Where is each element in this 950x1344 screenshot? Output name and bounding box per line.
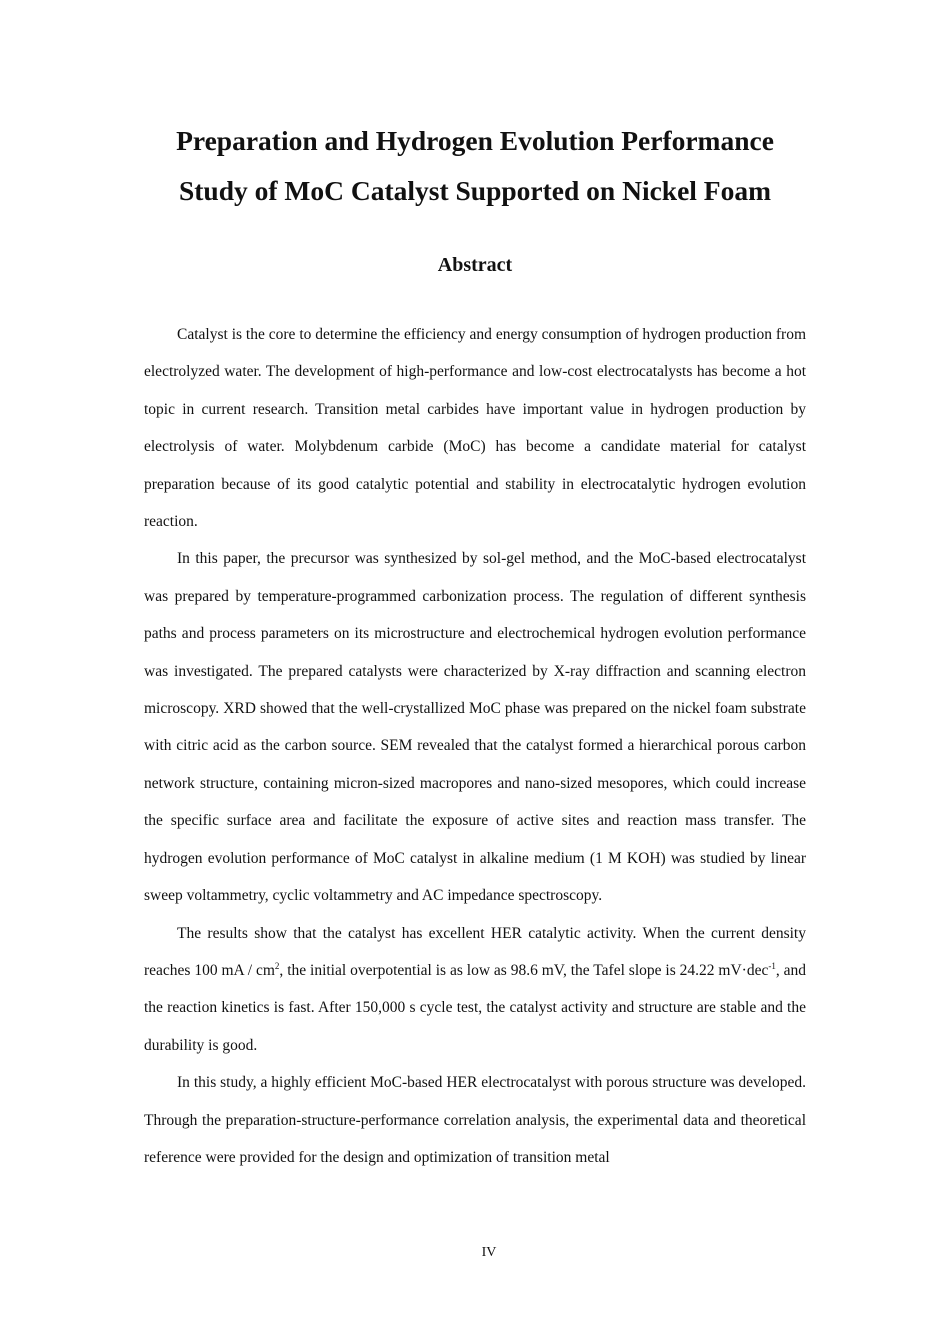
superscript-2: 2	[274, 960, 280, 971]
paper-title	[100, 116, 850, 216]
abstract-paragraph-1: Catalyst is the core to determine the efficiency and energy consumption of hydrogen production from electrolyzed water. The development of high-performance and low-cost electrocatalysts has become a hot topic in current research. Transition metal carbides have important value in hydrogen production by electrolysis of water. Molybdenum carbide (MoC) has become a candidate material for catalyst preparation because of its good catalytic potential and stability in electrocatalytic hydrogen evolution reaction.	[144, 326, 806, 531]
abstract-paragraph-2: In this paper, the precursor was synthesized by sol-gel method, and the MoC-based electrocatalyst was prepared by temperature-programmed carbonization process. The regulation of different synthesis paths and process parameters on its microstructure and electrochemical hydrogen evolution performance was investigated. The prepared catalysts were characterized by X-ray diffraction and scanning electron microscopy. XRD showed that the well-crystallized MoC phase was prepared on the nickel foam substrate with citric acid as the carbon source. SEM revealed that the catalyst formed a hierarchical porous carbon network structure, containing micron-sized macropores and nano-sized mesopores, which could increase the specific surface area and facilitate the exposure of active sites and reaction mass transfer. The hydrogen evolution performance of MoC catalyst in alkaline medium (1 M KOH) was studied by linear sweep voltammetry, cyclic voltammetry and AC impedance spectroscopy.	[144, 550, 806, 905]
paper-title-line-1: Preparation and Hydrogen Evolution Performance	[176, 125, 774, 156]
abstract-body	[144, 316, 806, 1176]
abstract-paragraph-4: In this study, a highly efficient MoC-based HER electrocatalyst with porous structure was developed. Through the preparation-structure-performance correlation analysis, the experimental data and theoretical reference were provided for the design and optimization of transition metal	[144, 1074, 806, 1166]
paragraph-3-text-b: , the initial overpotential is as low as 98.6 mV, the Tafel slope is 24.22 mV·dec	[279, 961, 769, 979]
paragraph-3-text-a: The results show that the catalyst has excellent HER catalytic activity. When the current density reaches 100 mA / cm	[144, 924, 806, 979]
paper-title-line-2: Study of MoC Catalyst Supported on Nickel Foam	[178, 175, 772, 206]
abstract-paragraph-3	[144, 915, 806, 1065]
paragraph-3-text-c: , and the reaction kinetics is fast. After 150,000 s cycle test, the catalyst activity and structure are stable and the durability is good.	[144, 961, 806, 1054]
abstract-heading: Abstract	[437, 254, 513, 276]
page-number: IV	[481, 1245, 497, 1260]
superscript-minus-1: -1	[768, 960, 776, 971]
